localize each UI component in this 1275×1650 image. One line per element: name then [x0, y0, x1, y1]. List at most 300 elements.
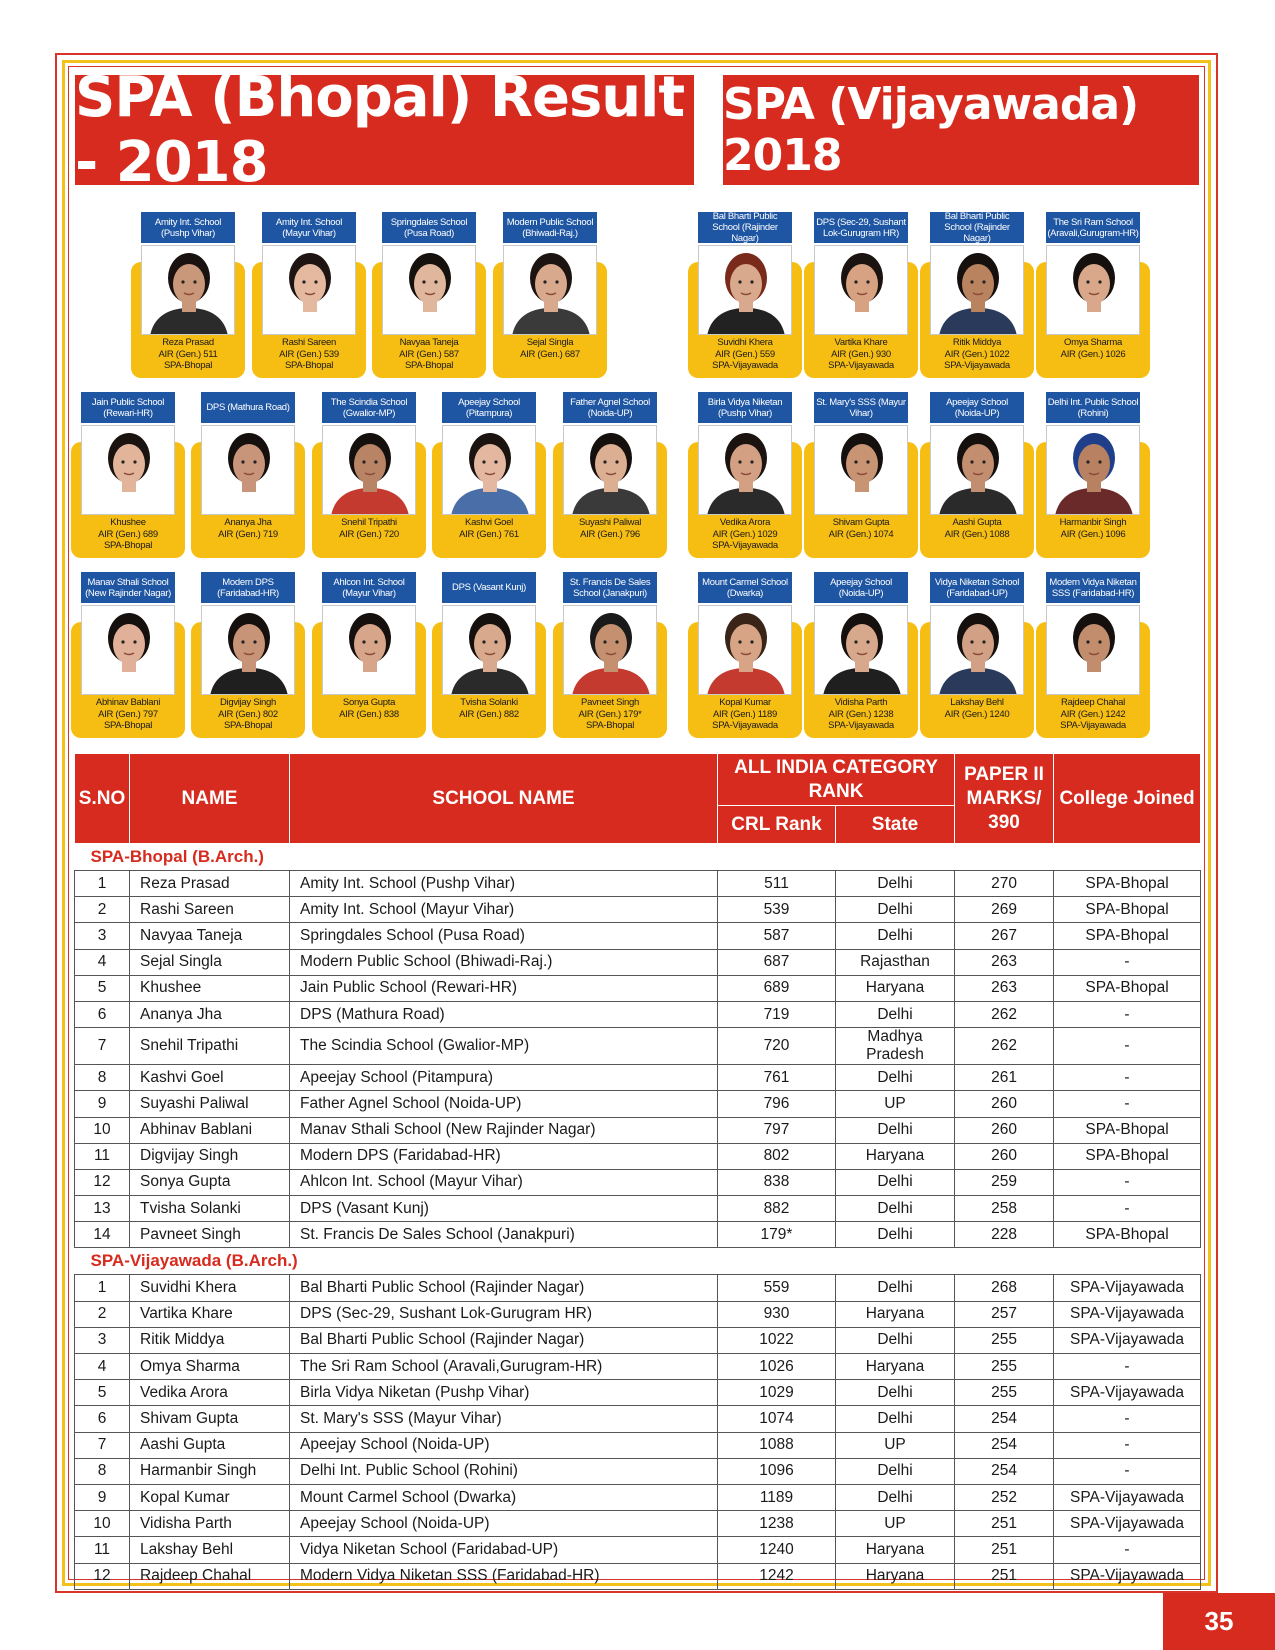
student-card: [688, 572, 802, 738]
student-info: [432, 517, 546, 540]
student-school-label: Springdales School (Pusa Road): [382, 212, 476, 243]
cell-sno: 11: [75, 1537, 130, 1563]
student-name: Reza Prasad: [162, 337, 214, 348]
cell-name: Harmanbir Singh: [130, 1458, 290, 1484]
cell-school: Mount Carmel School (Dwarka): [290, 1484, 718, 1510]
student-name: Sonya Gupta: [342, 697, 396, 708]
cell-name: Vartika Khare: [130, 1301, 290, 1327]
cell-state: UP: [836, 1432, 955, 1458]
student-air-rank: AIR (Gen.) 838: [339, 708, 399, 720]
cell-college: -: [1054, 1458, 1201, 1484]
cell-state: Madhya Pradesh: [836, 1028, 955, 1065]
cell-state: Haryana: [836, 975, 955, 1001]
student-college: SPA-Bhopal: [103, 540, 153, 551]
student-name: Kopal Kumar: [719, 697, 771, 708]
student-school-label: St. Mary's SSS (Mayur Vihar): [814, 392, 908, 423]
cell-college: SPA-Vijayawada: [1054, 1484, 1201, 1510]
cell-school: St. Mary's SSS (Mayur Vihar): [290, 1406, 718, 1432]
portrait-icon: [564, 606, 657, 695]
cell-name: Khushee: [130, 975, 290, 1001]
table-row: [75, 1380, 1201, 1406]
cell-college: SPA-Vijayawada: [1054, 1327, 1201, 1353]
cell-school: Manav Sthali School (New Rajinder Nagar): [290, 1117, 718, 1143]
cell-marks: 254: [955, 1406, 1054, 1432]
cell-sno: 11: [75, 1143, 130, 1169]
student-photo: [322, 425, 416, 515]
student-gallery: [0, 0, 1275, 740]
cell-state: UP: [836, 1511, 955, 1537]
student-name: Vartika Khare: [834, 337, 888, 348]
cell-marks: 267: [955, 923, 1054, 949]
cell-crl-rank: 1074: [718, 1406, 836, 1432]
student-school-label: Ahlcon Int. School (Mayur Vihar): [322, 572, 416, 603]
cell-school: St. Francis De Sales School (Janakpuri): [290, 1222, 718, 1248]
cell-name: Lakshay Behl: [130, 1537, 290, 1563]
cell-sno: 10: [75, 1117, 130, 1143]
portrait-icon: [323, 606, 416, 695]
cell-sno: 2: [75, 1301, 130, 1327]
cell-marks: 255: [955, 1354, 1054, 1380]
table-row: [75, 1354, 1201, 1380]
table-row: [75, 1028, 1201, 1065]
cell-name: Sonya Gupta: [130, 1169, 290, 1195]
cell-state: Delhi: [836, 1001, 955, 1027]
table-row: [75, 1327, 1201, 1353]
student-photo: [141, 245, 235, 335]
student-school-label: Modern Vidya Niketan SSS (Faridabad-HR): [1046, 572, 1140, 603]
cell-sno: 2: [75, 897, 130, 923]
student-air-rank: AIR (Gen.) 1022: [944, 348, 1010, 360]
cell-college: SPA-Vijayawada: [1054, 1563, 1201, 1589]
cell-marks: 262: [955, 1028, 1054, 1065]
cell-name: Ritik Middya: [130, 1327, 290, 1353]
table-row: [75, 1065, 1201, 1091]
student-photo: [563, 425, 657, 515]
student-air-rank: AIR (Gen.) 1026: [1060, 348, 1126, 360]
student-photo: [698, 245, 792, 335]
table-row: [75, 1484, 1201, 1510]
student-info: [804, 337, 918, 372]
student-college: SPA-Bhopal: [404, 360, 454, 371]
student-photo: [262, 245, 356, 335]
cell-sno: 5: [75, 975, 130, 1001]
student-card: [372, 212, 486, 378]
cell-sno: 3: [75, 1327, 130, 1353]
table-row: [75, 1196, 1201, 1222]
cell-sno: 7: [75, 1028, 130, 1065]
cell-name: Reza Prasad: [130, 871, 290, 897]
student-school-label: Modern Public School (Bhiwadi-Raj.): [503, 212, 597, 243]
cell-crl-rank: 179*: [718, 1222, 836, 1248]
cell-state: Delhi: [836, 923, 955, 949]
cell-name: Rajdeep Chahal: [130, 1563, 290, 1589]
student-air-rank: AIR (Gen.) 687: [520, 348, 580, 360]
student-card: [191, 392, 305, 558]
student-school-label: Mount Carmel School (Dwarka): [698, 572, 792, 603]
portrait-icon: [504, 246, 597, 335]
cell-name: Suyashi Paliwal: [130, 1091, 290, 1117]
cell-marks: 263: [955, 949, 1054, 975]
student-name: Digvijay Singh: [220, 697, 276, 708]
cell-college: -: [1054, 1354, 1201, 1380]
portrait-icon: [699, 426, 792, 515]
cell-state: Rajasthan: [836, 949, 955, 975]
student-school-label: Manav Sthali School (New Rajinder Nagar): [81, 572, 175, 603]
cell-school: Vidya Niketan School (Faridabad-UP): [290, 1537, 718, 1563]
student-card: [191, 572, 305, 738]
cell-school: Springdales School (Pusa Road): [290, 923, 718, 949]
student-card: [252, 212, 366, 378]
student-info: [553, 517, 667, 540]
portrait-icon: [323, 426, 416, 515]
cell-college: -: [1054, 1169, 1201, 1195]
student-card: [553, 392, 667, 558]
cell-crl-rank: 511: [718, 871, 836, 897]
student-info: [191, 517, 305, 540]
student-air-rank: AIR (Gen.) 1096: [1060, 528, 1126, 540]
student-card: [688, 392, 802, 558]
student-card: [71, 572, 185, 738]
student-school-label: Father Agnel School (Noida-UP): [563, 392, 657, 423]
cell-crl-rank: 1029: [718, 1380, 836, 1406]
student-air-rank: AIR (Gen.) 882: [459, 708, 519, 720]
table-row: [75, 897, 1201, 923]
student-photo: [442, 605, 536, 695]
student-air-rank: AIR (Gen.) 559: [715, 348, 775, 360]
student-name: Pavneet Singh: [581, 697, 639, 708]
student-school-label: Amity Int. School (Pushp Vihar): [141, 212, 235, 243]
student-info: [804, 517, 918, 540]
student-college: SPA-Vijayawada: [712, 540, 778, 551]
cell-name: Omya Sharma: [130, 1354, 290, 1380]
cell-name: Abhinav Bablani: [130, 1117, 290, 1143]
student-info: [191, 697, 305, 732]
portrait-icon: [564, 426, 657, 515]
cell-sno: 1: [75, 871, 130, 897]
student-name: Lakshay Behl: [950, 697, 1004, 708]
cell-sno: 8: [75, 1065, 130, 1091]
cell-crl-rank: 1096: [718, 1458, 836, 1484]
student-air-rank: AIR (Gen.) 1189: [713, 708, 777, 720]
student-college: SPA-Bhopal: [284, 360, 334, 371]
header-school: SCHOOL NAME: [290, 754, 718, 844]
cell-state: Haryana: [836, 1537, 955, 1563]
cell-crl-rank: 689: [718, 975, 836, 1001]
student-photo: [930, 425, 1024, 515]
cell-name: Navyaa Taneja: [130, 923, 290, 949]
cell-crl-rank: 882: [718, 1196, 836, 1222]
cell-school: DPS (Vasant Kunj): [290, 1196, 718, 1222]
student-name: Vedika Arora: [719, 517, 771, 528]
cell-college: SPA-Vijayawada: [1054, 1380, 1201, 1406]
cell-sno: 6: [75, 1406, 130, 1432]
table-row: [75, 923, 1201, 949]
cell-school: Jain Public School (Rewari-HR): [290, 975, 718, 1001]
cell-name: Snehil Tripathi: [130, 1028, 290, 1065]
student-college: SPA-Bhopal: [163, 360, 213, 371]
table-row: [75, 1301, 1201, 1327]
student-name: Suvidhi Khera: [717, 337, 773, 348]
table-row: [75, 1275, 1201, 1301]
cell-school: Apeejay School (Pitampura): [290, 1065, 718, 1091]
student-info: [920, 697, 1034, 720]
table-section-header: [75, 1248, 1201, 1275]
cell-school: Modern Vidya Niketan SSS (Faridabad-HR): [290, 1563, 718, 1589]
cell-school: The Scindia School (Gwalior-MP): [290, 1028, 718, 1065]
student-name: Suyashi Paliwal: [578, 517, 642, 528]
portrait-icon: [699, 246, 792, 335]
cell-state: Delhi: [836, 1380, 955, 1406]
student-air-rank: AIR (Gen.) 797: [98, 708, 158, 720]
results-table: [74, 753, 1201, 1590]
header-rank-group: ALL INDIA CATEGORY RANK: [718, 754, 955, 806]
cell-state: Delhi: [836, 1327, 955, 1353]
student-photo: [814, 245, 908, 335]
student-photo: [201, 605, 295, 695]
student-card: [553, 572, 667, 738]
table-row: [75, 1001, 1201, 1027]
cell-marks: 260: [955, 1091, 1054, 1117]
table-row: [75, 1169, 1201, 1195]
student-air-rank: AIR (Gen.) 1088: [944, 528, 1010, 540]
student-info: [688, 697, 802, 732]
student-air-rank: AIR (Gen.) 1029: [712, 528, 778, 540]
cell-name: Rashi Sareen: [130, 897, 290, 923]
student-photo: [1046, 605, 1140, 695]
cell-school: Delhi Int. Public School (Rohini): [290, 1458, 718, 1484]
student-college: SPA-Vijayawada: [944, 360, 1010, 371]
student-info: [920, 337, 1034, 372]
portrait-icon: [815, 606, 908, 695]
cell-marks: 254: [955, 1432, 1054, 1458]
cell-crl-rank: 930: [718, 1301, 836, 1327]
cell-sno: 12: [75, 1169, 130, 1195]
student-photo: [1046, 425, 1140, 515]
student-air-rank: AIR (Gen.) 1242: [1060, 708, 1126, 720]
student-photo: [563, 605, 657, 695]
table-row: [75, 1406, 1201, 1432]
cell-name: Pavneet Singh: [130, 1222, 290, 1248]
student-info: [493, 337, 607, 360]
cell-school: Amity Int. School (Pushp Vihar): [290, 871, 718, 897]
cell-marks: 270: [955, 871, 1054, 897]
cell-college: -: [1054, 1065, 1201, 1091]
cell-school: Modern DPS (Faridabad-HR): [290, 1143, 718, 1169]
cell-state: Delhi: [836, 897, 955, 923]
cell-marks: 255: [955, 1380, 1054, 1406]
cell-marks: 263: [955, 975, 1054, 1001]
student-college: SPA-Vijayawada: [712, 360, 778, 371]
student-card: [1036, 392, 1150, 558]
cell-college: SPA-Bhopal: [1054, 1117, 1201, 1143]
table-row: [75, 1511, 1201, 1537]
cell-college: SPA-Bhopal: [1054, 1222, 1201, 1248]
cell-state: Delhi: [836, 1406, 955, 1432]
student-card: [688, 212, 802, 378]
table-row: [75, 1537, 1201, 1563]
cell-college: -: [1054, 1028, 1201, 1065]
student-school-label: Apeejay School (Noida-UP): [814, 572, 908, 603]
portrait-icon: [931, 246, 1024, 335]
cell-college: SPA-Vijayawada: [1054, 1511, 1201, 1537]
student-card: [493, 212, 607, 378]
student-photo: [698, 425, 792, 515]
cell-crl-rank: 720: [718, 1028, 836, 1065]
cell-state: Delhi: [836, 1484, 955, 1510]
table-row: [75, 1143, 1201, 1169]
student-college: SPA-Vijayawada: [828, 360, 894, 371]
portrait-icon: [82, 426, 175, 515]
cell-marks: 261: [955, 1065, 1054, 1091]
student-photo: [814, 425, 908, 515]
student-school-label: DPS (Vasant Kunj): [442, 572, 536, 603]
student-info: [432, 697, 546, 720]
cell-sno: 13: [75, 1196, 130, 1222]
student-info: [1036, 517, 1150, 540]
cell-school: Amity Int. School (Mayur Vihar): [290, 897, 718, 923]
student-name: Shivam Gupta: [832, 517, 890, 528]
student-card: [131, 212, 245, 378]
student-school-label: St. Francis De Sales School (Janakpuri): [563, 572, 657, 603]
student-info: [553, 697, 667, 732]
student-air-rank: AIR (Gen.) 1240: [944, 708, 1010, 720]
student-card: [432, 392, 546, 558]
cell-crl-rank: 559: [718, 1275, 836, 1301]
cell-state: Delhi: [836, 871, 955, 897]
student-info: [71, 517, 185, 552]
cell-sno: 3: [75, 923, 130, 949]
cell-state: Haryana: [836, 1354, 955, 1380]
header-sno: S.NO: [75, 754, 130, 844]
cell-sno: 14: [75, 1222, 130, 1248]
cell-marks: 257: [955, 1301, 1054, 1327]
cell-name: Kashvi Goel: [130, 1065, 290, 1091]
vijayawada-banner: SPA (Vijayawada) 2018: [723, 75, 1199, 185]
portrait-icon: [815, 246, 908, 335]
cell-name: Vedika Arora: [130, 1380, 290, 1406]
student-air-rank: AIR (Gen.) 930: [831, 348, 891, 360]
student-name: Rajdeep Chahal: [1061, 697, 1125, 708]
table-row: [75, 1222, 1201, 1248]
header-college: College Joined: [1054, 754, 1201, 844]
cell-marks: 251: [955, 1511, 1054, 1537]
student-info: [688, 337, 802, 372]
cell-marks: 252: [955, 1484, 1054, 1510]
student-name: Navyaa Taneja: [399, 337, 459, 348]
cell-crl-rank: 1189: [718, 1484, 836, 1510]
student-name: Harmanbir Singh: [1059, 517, 1127, 528]
student-school-label: Bal Bharti Public School (Rajinder Nagar): [698, 212, 792, 243]
cell-school: Modern Public School (Bhiwadi-Raj.): [290, 949, 718, 975]
student-photo: [814, 605, 908, 695]
student-name: Kashvi Goel: [465, 517, 513, 528]
cell-crl-rank: 1022: [718, 1327, 836, 1353]
student-school-label: DPS (Sec-29, Sushant Lok-Gurugram HR): [814, 212, 908, 243]
cell-name: Aashi Gupta: [130, 1432, 290, 1458]
cell-college: SPA-Bhopal: [1054, 975, 1201, 1001]
table-row: [75, 1458, 1201, 1484]
student-photo: [930, 245, 1024, 335]
student-card: [804, 212, 918, 378]
student-college: SPA-Bhopal: [103, 720, 153, 731]
cell-crl-rank: 796: [718, 1091, 836, 1117]
cell-name: Digvijay Singh: [130, 1143, 290, 1169]
student-school-label: The Scindia School (Gwalior-MP): [322, 392, 416, 423]
cell-marks: 269: [955, 897, 1054, 923]
cell-sno: 8: [75, 1458, 130, 1484]
portrait-icon: [263, 246, 356, 335]
student-air-rank: AIR (Gen.) 689: [98, 528, 158, 540]
cell-state: Delhi: [836, 1275, 955, 1301]
student-photo: [1046, 245, 1140, 335]
cell-crl-rank: 1240: [718, 1537, 836, 1563]
student-name: Ananya Jha: [224, 517, 272, 528]
table-row: [75, 1432, 1201, 1458]
table-row: [75, 975, 1201, 1001]
student-info: [71, 697, 185, 732]
student-name: Sejal Singla: [526, 337, 574, 348]
table-row: [75, 871, 1201, 897]
student-photo: [698, 605, 792, 695]
portrait-icon: [82, 606, 175, 695]
cell-name: Tvisha Solanki: [130, 1196, 290, 1222]
student-info: [804, 697, 918, 732]
portrait-icon: [202, 426, 295, 515]
cell-state: Haryana: [836, 1301, 955, 1327]
cell-marks: 259: [955, 1169, 1054, 1195]
cell-name: Vidisha Parth: [130, 1511, 290, 1537]
cell-college: -: [1054, 1196, 1201, 1222]
cell-college: SPA-Bhopal: [1054, 871, 1201, 897]
cell-school: Ahlcon Int. School (Mayur Vihar): [290, 1169, 718, 1195]
table-section-header: [75, 844, 1201, 871]
student-photo: [382, 245, 476, 335]
student-air-rank: AIR (Gen.) 719: [218, 528, 278, 540]
student-air-rank: AIR (Gen.) 511: [158, 348, 218, 360]
student-school-label: Apeejay School (Pitampura): [442, 392, 536, 423]
cell-state: UP: [836, 1091, 955, 1117]
student-card: [920, 392, 1034, 558]
student-card: [71, 392, 185, 558]
portrait-icon: [931, 426, 1024, 515]
student-card: [920, 212, 1034, 378]
table-row: [75, 1563, 1201, 1589]
student-card: [1036, 572, 1150, 738]
student-school-label: The Sri Ram School (Aravali,Gurugram-HR): [1046, 212, 1140, 243]
cell-marks: 262: [955, 1001, 1054, 1027]
student-photo: [930, 605, 1024, 695]
student-card: [312, 572, 426, 738]
cell-sno: 6: [75, 1001, 130, 1027]
cell-school: Father Agnel School (Noida-UP): [290, 1091, 718, 1117]
cell-state: Delhi: [836, 1169, 955, 1195]
student-name: Khushee: [110, 517, 146, 528]
cell-college: SPA-Bhopal: [1054, 923, 1201, 949]
student-school-label: Apeejay School (Noida-UP): [930, 392, 1024, 423]
cell-state: Delhi: [836, 1196, 955, 1222]
cell-name: Kopal Kumar: [130, 1484, 290, 1510]
student-name: Vidisha Parth: [834, 697, 888, 708]
student-card: [804, 392, 918, 558]
cell-school: Bal Bharti Public School (Rajinder Nagar): [290, 1327, 718, 1353]
cell-marks: 251: [955, 1563, 1054, 1589]
portrait-icon: [443, 606, 536, 695]
cell-college: -: [1054, 949, 1201, 975]
cell-college: SPA-Vijayawada: [1054, 1301, 1201, 1327]
cell-sno: 9: [75, 1484, 130, 1510]
cell-sno: 12: [75, 1563, 130, 1589]
student-air-rank: AIR (Gen.) 802: [218, 708, 278, 720]
